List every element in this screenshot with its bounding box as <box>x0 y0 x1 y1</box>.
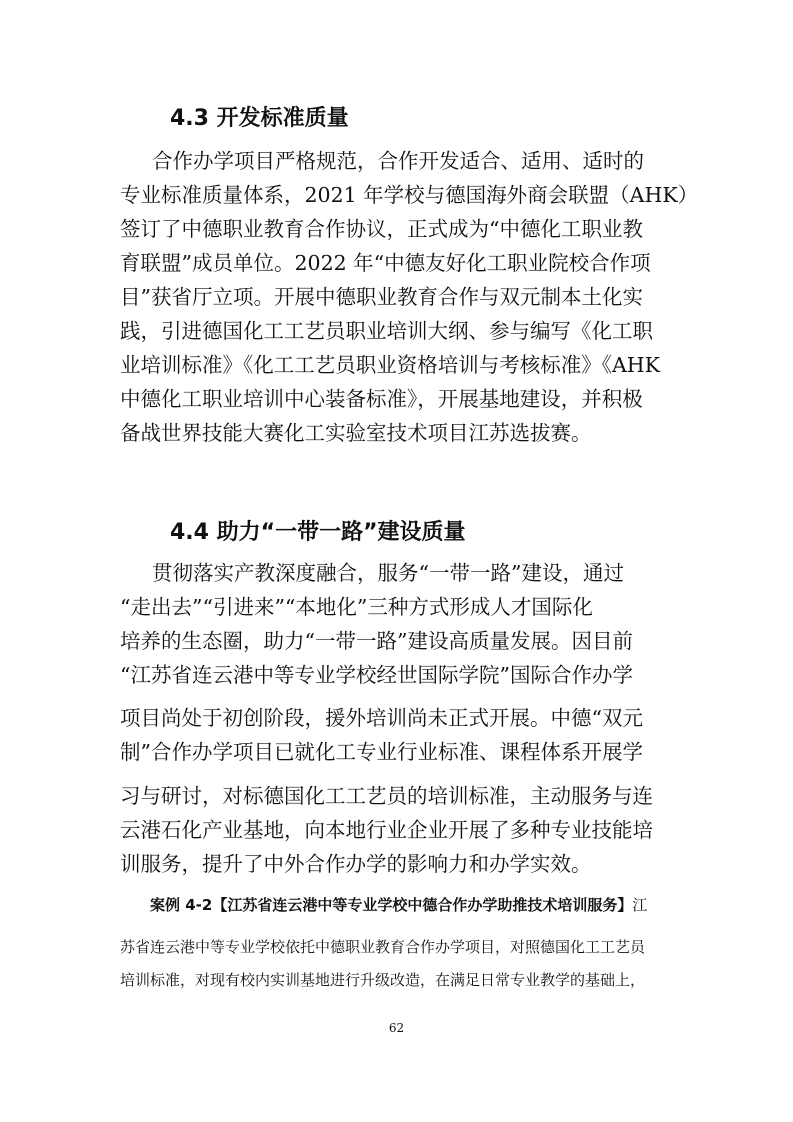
case-4-2-line-3: 培训标准，对现有校内实训基地进行升级改造，在满足日常专业教学的基础上， <box>120 971 646 989</box>
case-4-2-first-line <box>150 893 647 917</box>
section-4-4-line-1: 贯彻落实产教深度融合，服务“一带一路”建设，通过 <box>152 561 624 585</box>
section-4-3-line-7: 业培训标准》《化工工艺员职业资格培训与考核标准》《AHK <box>120 353 660 377</box>
section-4-4-line-4: “江苏省连云港中等专业学校经世国际学院”国际合作办学 <box>120 663 633 687</box>
section-4-3-line-5: 目”获省厅立项。开展中德职业教育合作与双元制本土化实 <box>120 285 643 309</box>
section-4-4-line-6: 制”合作办学项目已就化工专业行业标准、课程体系开展学 <box>120 740 643 764</box>
section-4-3-line-4: 育联盟”成员单位。2022 年“中德友好化工职业院校合作项 <box>120 251 651 275</box>
case-4-2-line-2: 苏省连云港中等专业学校依托中德职业教育合作办学项目，对照德国化工工艺员 <box>120 938 646 956</box>
case-4-2-title-tail: 江 <box>632 896 648 914</box>
section-4-3-line-2: 专业标准质量体系，2021 年学校与德国海外商会联盟（AHK） <box>120 183 699 207</box>
section-4-3-line-8: 中德化工职业培训中心装备标准》，开展基地建设，并积极 <box>120 387 643 411</box>
section-4-4-line-2: “走出去”“引进来”“本地化”三种方式形成人才国际化 <box>120 595 593 619</box>
section-4-4-line-9: 训服务，提升了中外合作办学的影响力和办学实效。 <box>120 852 592 876</box>
section-4-4-line-3: 培养的生态圈，助力“一带一路”建设高质量发展。因目前 <box>120 629 633 653</box>
case-4-2-title: 案例 4-2【江苏省连云港中等专业学校中德合作办学助推技术培训服务】 <box>150 896 633 914</box>
section-4-3-line-1: 合作办学项目严格规范，合作开发适合、适用、适时的 <box>152 149 644 173</box>
section-4-3-line-6: 践，引进德国化工工艺员职业培训大纲、参与编写《化工职 <box>120 319 653 343</box>
section-4-3-line-3: 签订了中德职业教育合作协议，正式成为“中德化工职业教 <box>120 217 643 241</box>
section-4-3-line-9: 备战世界技能大赛化工实验室技术项目江苏选拔赛。 <box>120 421 592 445</box>
section-heading-4-3: 4.3 开发标准质量 <box>170 106 349 131</box>
page-number: 62 <box>388 1021 405 1035</box>
section-4-4-line-8: 云港石化产业基地，向本地行业企业开展了多种专业技能培 <box>120 818 653 842</box>
section-heading-4-4: 4.4 助力“一带一路”建设质量 <box>170 520 466 545</box>
section-4-4-line-5: 项目尚处于初创阶段，援外培训尚未正式开展。中德“双元 <box>120 706 643 730</box>
section-4-4-line-7: 习与研讨，对标德国化工工艺员的培训标准，主动服务与连 <box>120 784 653 808</box>
